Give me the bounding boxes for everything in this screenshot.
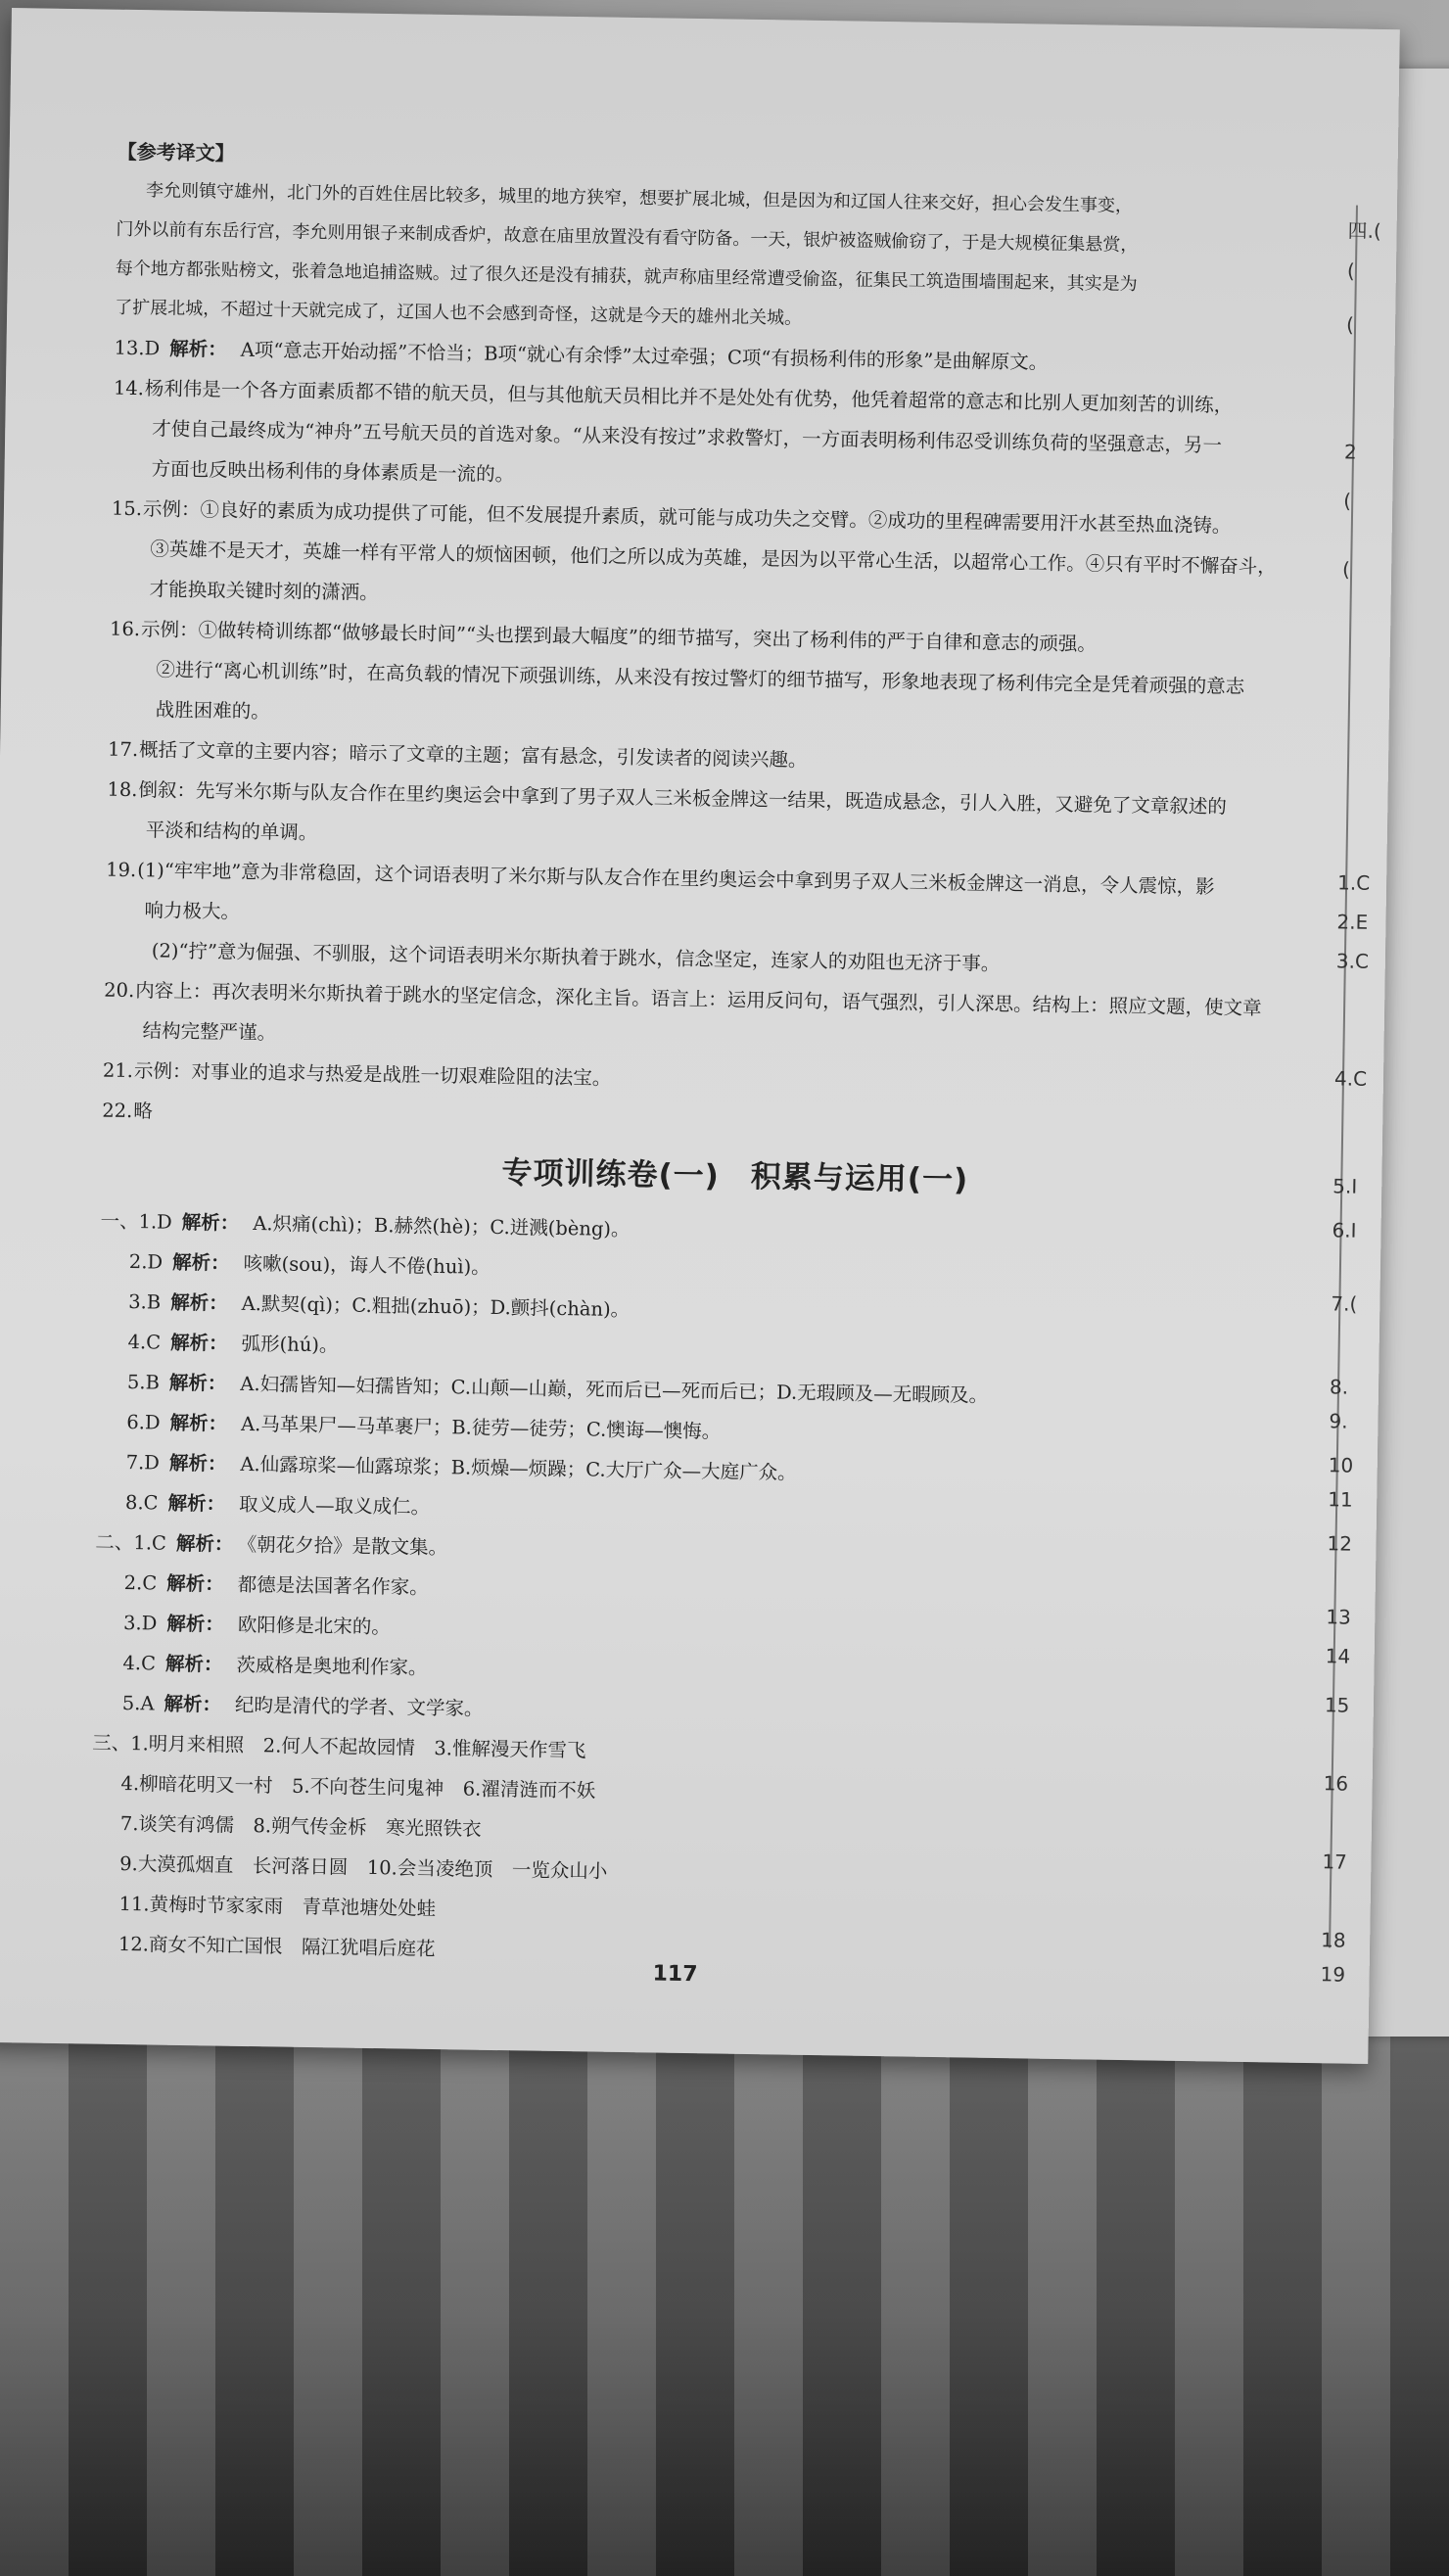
analysis-text: A.仙露琼桨—仙露琼浆；B.烦燥—烦躁；C.大厅广众—大庭广众。	[240, 1452, 797, 1484]
question-number: 4.C	[127, 1331, 162, 1354]
answer-number: 13.D	[114, 336, 161, 360]
analysis-label: 解析：	[169, 1411, 228, 1435]
analysis-label: 解析：	[175, 1531, 234, 1556]
answer-number: 22.	[102, 1099, 133, 1123]
reference-line: 每个地方都张贴榜文，张着急地追捕盗贼。过了很久还是没有捕获，就声称庙里经常遭受偷盗，征集民工筑造围墙围起来，其实是为	[115, 258, 1138, 296]
answer-number: 21.	[102, 1058, 134, 1083]
answer-continuation: 才能换取关键时刻的潇洒。	[149, 578, 379, 604]
answer-continuation: (2)“拧”意为倔强、不驯服，这个词语表明米尔斯执着于跳水，信念坚定，连家人的劝阻也无济于事。	[151, 939, 1001, 975]
analysis-text: 欧阳修是北宋的。	[237, 1613, 392, 1639]
analysis-text: 纪昀是清代的学者、文学家。	[234, 1693, 484, 1720]
answer-continuation: 结构完整严谨。	[142, 1019, 277, 1045]
answer-continuation: 平淡和结构的单调。	[145, 819, 318, 845]
edge-fragment: 1.C	[1336, 870, 1371, 895]
question-number: 一、1.D	[100, 1209, 172, 1234]
edge-fragment: 10	[1328, 1453, 1354, 1477]
answer-continuation: 响力极大。	[144, 899, 241, 923]
analysis-label: 解析：	[167, 1491, 226, 1516]
question-number: 2.D	[128, 1250, 164, 1274]
analysis-label: 解析：	[169, 1331, 228, 1355]
answer-text: 概括了文章的主要内容；暗示了文章的主题；富有悬念，引发读者的阅读兴趣。	[138, 738, 808, 772]
answer-text: 示例：对事业的追求与热爱是战胜一切艰难险阻的法宝。	[133, 1059, 612, 1090]
analysis-label: 解析：	[168, 1371, 227, 1395]
analysis-text: A.马革果尸—马革裹尸；B.徒劳—徒劳；C.懊诲—懊悔。	[240, 1412, 722, 1443]
answer-text: A项“意志开始动摇”不恰当；B项“就心有余悸”太过牵强；C项“有损杨利伟的形象”是曲解原文。	[240, 338, 1049, 374]
analysis-text: 取义成人—取义成仁。	[238, 1492, 431, 1519]
page-number: 117	[652, 1961, 698, 1988]
question-number: 5.B	[126, 1371, 161, 1394]
edge-fragment: 8.	[1329, 1375, 1349, 1399]
poem-answer-line: 11.黄梅时节家家雨 青草池塘处处蛙	[118, 1892, 437, 1921]
analysis-label: 解析：	[164, 1652, 223, 1676]
answer-text: (1)“牢牢地”意为非常稳固，这个词语表明了米尔斯与队友合作在里约奥运会中拿到男子双人三米板金牌这一消息，令人震惊，影	[137, 859, 1215, 899]
question-number: 2.C	[123, 1571, 158, 1595]
edge-fragment: 14	[1325, 1644, 1351, 1668]
edge-fragment: 3.C	[1335, 949, 1370, 973]
answer-continuation: 战胜困难的。	[155, 698, 270, 724]
analysis-text: 都德是法国著名作家。	[237, 1572, 429, 1599]
analysis-label: 解析：	[168, 1451, 227, 1475]
answer-text: 倒叙：先写米尔斯与队友合作在里约奥运会中拿到了男子双人三米板金牌这一结果，既造成悬念，引人入胜，又避免了文章叙述的	[138, 778, 1228, 819]
answer-number: 17.	[107, 737, 139, 762]
analysis-label: 解析：	[166, 1571, 224, 1596]
answer-number: 19.	[106, 858, 137, 882]
part-two-answers	[92, 1522, 1363, 1743]
answer-number: 18.	[107, 777, 138, 802]
answer-number: 16.	[109, 617, 141, 641]
fabric-background	[0, 1997, 1449, 2576]
edge-fragment: 18	[1320, 1928, 1346, 1952]
poem-answer-line: 三、1.明月来相照 2.何人不起故园情 3.惟解漫天作雪飞	[91, 1731, 586, 1762]
poem-answer-line: 9.大漠孤烟直 长河落日圆 10.会当凌绝顶 一览众山小	[119, 1851, 608, 1883]
section-title: 专项训练卷(一) 积累与运用(一)	[501, 1155, 969, 1198]
edge-fragment: 17	[1322, 1850, 1348, 1874]
answer-continuation: 才使自己最终成为“神舟”五号航天员的首选对象。“从来没有按过”求救警灯，一方面表明杨利伟忍受训练负荷的坚强意志，另一	[152, 417, 1223, 457]
answer-list	[102, 328, 1382, 1150]
reference-heading: 【参考译文】	[117, 139, 235, 165]
edge-fragment: 5.I	[1332, 1174, 1358, 1198]
edge-fragment: 4.C	[1333, 1066, 1368, 1091]
analysis-label: 解析：	[181, 1210, 240, 1235]
edge-fragment: 16	[1323, 1771, 1349, 1796]
edge-fragment: 四.(	[1347, 218, 1381, 243]
analysis-text: 《朝花夕拾》是散文集。	[247, 1532, 448, 1560]
answer-text: 杨利伟是一个各方面素质都不错的航天员，但与其他航天员相比并不是处处有优势，他凭着超常的意志和比别人更加刻苦的训练，	[144, 377, 1234, 417]
reference-translation	[115, 171, 1384, 348]
analysis-text: 弧形(hú)。	[241, 1332, 339, 1357]
answer-continuation: ③英雄不是天才，英雄一样有平常人的烦恼困顿，他们之所以成为英雄，是因为以平常心生活，以超常心工作。④只有平时不懈奋斗，	[150, 538, 1277, 579]
analysis-text: 茨威格是奥地利作家。	[236, 1653, 428, 1679]
poem-answer-line: 12.商女不知亡国恨 隔江犹唱后庭花	[117, 1932, 436, 1961]
analysis-text: A.炽痛(chì)；B.赫然(hè)；C.迸溅(bèng)。	[253, 1212, 631, 1241]
poem-answer-line: 7.谈笑有鸿儒 8.朔气传金柝 寒光照铁衣	[119, 1811, 482, 1841]
question-number: 8.C	[124, 1491, 159, 1515]
question-number: 3.B	[128, 1290, 162, 1314]
question-number: 5.A	[121, 1691, 155, 1715]
part-three-answers	[89, 1723, 1361, 1984]
question-number: 7.D	[125, 1451, 161, 1475]
edge-fragment: 19	[1320, 1962, 1346, 1987]
edge-fragment: 2.E	[1336, 910, 1369, 934]
poem-answer-line: 4.柳暗花明又一村 5.不向苍生问鬼神 6.濯清涟而不妖	[120, 1771, 596, 1803]
analysis-label: 解析：	[170, 1290, 228, 1315]
analysis-label: 解析：	[164, 1692, 222, 1716]
answer-continuation: 方面也反映出杨利伟的身体素质是一流的。	[151, 457, 515, 487]
answer-continuation: ②进行“离心机训练”时，在高负载的情况下顽强训练，从来没有按过警灯的细节描写，形象地表现了杨利伟完全是凭着顽强的意志	[156, 658, 1245, 698]
question-number: 6.D	[126, 1411, 161, 1434]
edge-fragment: (	[1345, 312, 1355, 337]
question-number: 二、1.C	[95, 1530, 167, 1555]
question-number: 4.C	[122, 1651, 157, 1675]
edge-fragment: 13	[1326, 1605, 1351, 1629]
edge-fragment: 9.	[1329, 1409, 1348, 1433]
part-one-answers	[96, 1201, 1369, 1542]
reference-line: 李允则镇守雄州，北门外的百姓住居比较多，城里的地方狭窄，想要扩展北城，但是因为和辽国人往来交好，担心会发生事变，	[145, 180, 1134, 217]
answer-text: 略	[133, 1100, 154, 1123]
analysis-label: 解析：	[166, 1612, 225, 1636]
question-number: 3.D	[122, 1611, 158, 1635]
edge-fragment: (	[1343, 489, 1352, 513]
book-page	[0, 8, 1400, 2064]
answer-text: 示例：①做转椅训练都“做够最长时间”“头也摆到最大幅度”的细节描写，突出了杨利伟的严于自律和意志的顽强。	[140, 618, 1097, 656]
reference-line: 门外以前有东岳行宫，李允则用银子来制成香炉，故意在庙里放置没有看守防备。一天，银炉被盗贼偷窃了，于是大规模征集悬赏，	[116, 218, 1139, 257]
edge-fragment: 15	[1324, 1693, 1350, 1717]
analysis-text: 咳嗽(sou)，诲人不倦(huì)。	[243, 1251, 491, 1279]
answer-number: 20.	[104, 978, 135, 1003]
edge-fragment: (	[1341, 557, 1351, 582]
analysis-text: A.默契(qì)；C.粗拙(zhuō)；D.颤抖(chàn)。	[241, 1291, 631, 1322]
analysis-label: 解析：	[171, 1250, 230, 1275]
analysis-label: 解析：	[169, 337, 227, 361]
edge-fragment: 7.(	[1331, 1291, 1358, 1316]
analysis-text: A.妇孺皆知—妇孺皆知；C.山颠—山巅，死而后已—死而后已；D.无瑕顾及—无暇顾及。	[240, 1372, 989, 1407]
answer-text: 内容上：再次表明米尔斯执着于跳水的坚定信念，深化主旨。语言上：运用反问句，语气强烈，引人深思。结构上：照应文题，使文章	[135, 979, 1262, 1020]
answer-number: 15.	[111, 496, 143, 521]
answer-text: 示例：①良好的素质为成功提供了可能，但不发展提升素质，就可能与成功失之交臂。②成功的里程碑需要用汗水甚至热血浇铸。	[142, 497, 1232, 538]
reference-line: 了扩展北城，不超过十天就完成了，辽国人也不会感到奇怪，这就是今天的雄州北关城。	[115, 297, 803, 329]
answer-number: 14.	[113, 376, 145, 400]
edge-fragment: 2	[1343, 440, 1357, 464]
page-content	[89, 132, 1385, 1984]
edge-fragment: 6.I	[1332, 1218, 1357, 1242]
edge-fragment: 12	[1327, 1531, 1353, 1556]
edge-fragment: (	[1346, 258, 1355, 283]
edge-fragment: 11	[1328, 1487, 1353, 1512]
